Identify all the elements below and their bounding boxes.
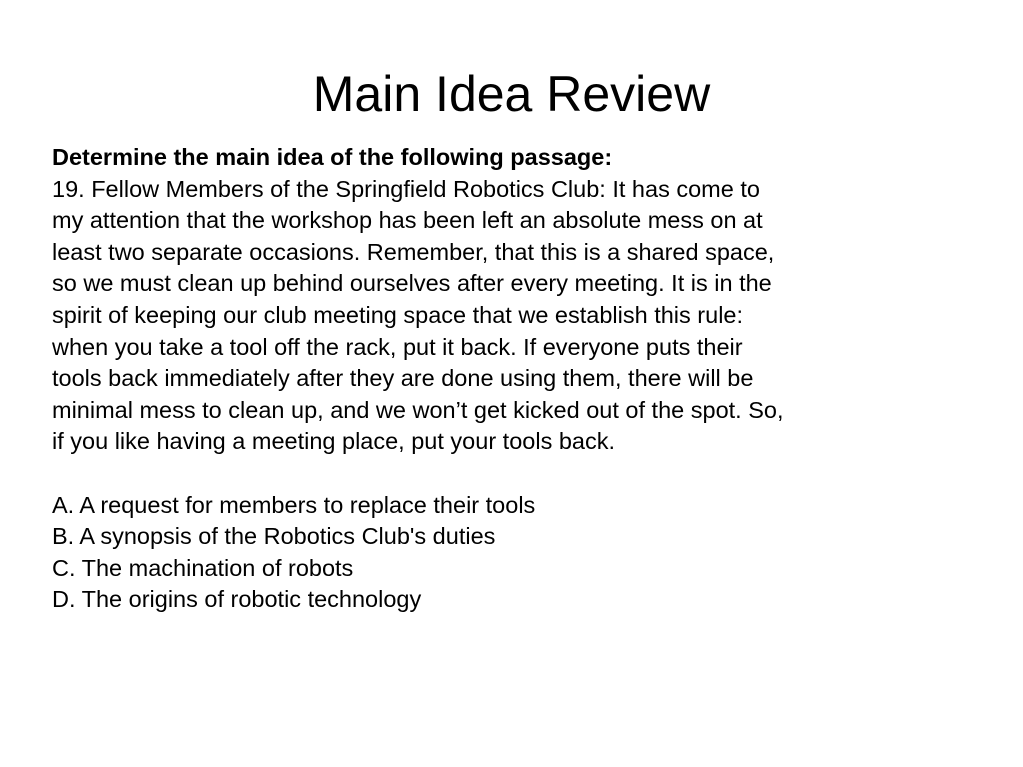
- passage-line: so we must clean up behind ourselves after every meeting. It is in the: [52, 270, 772, 297]
- question-prompt: Determine the main idea of the following passage:: [52, 144, 613, 170]
- passage: [52, 174, 992, 458]
- passage-line: 19. Fellow Members of the Springfield Robotics Club: It has come to: [52, 175, 760, 202]
- answer-options: [52, 490, 992, 616]
- option-c: C. The machination of robots: [52, 554, 354, 581]
- passage-line: tools back immediately after they are done using them, there will be: [52, 365, 754, 392]
- passage-line: minimal mess to clean up, and we won’t get kicked out of the spot. So,: [52, 396, 784, 423]
- passage-line: least two separate occasions. Remember, that this is a shared space,: [52, 238, 775, 265]
- passage-line: when you take a tool off the rack, put it back. If everyone puts their: [52, 333, 743, 360]
- spacer: [52, 458, 992, 490]
- passage-line: my attention that the workshop has been left an absolute mess on at: [52, 207, 763, 234]
- option-b: B. A synopsis of the Robotics Club's duties: [52, 523, 496, 550]
- slide-title: Main Idea Review: [312, 66, 711, 122]
- slide-body: [52, 142, 992, 616]
- passage-line: spirit of keeping our club meeting space that we establish this rule:: [52, 301, 744, 328]
- passage-line: if you like having a meeting place, put your tools back.: [52, 428, 616, 455]
- option-a: A. A request for members to replace their tools: [52, 491, 536, 518]
- option-d: D. The origins of robotic technology: [52, 586, 422, 613]
